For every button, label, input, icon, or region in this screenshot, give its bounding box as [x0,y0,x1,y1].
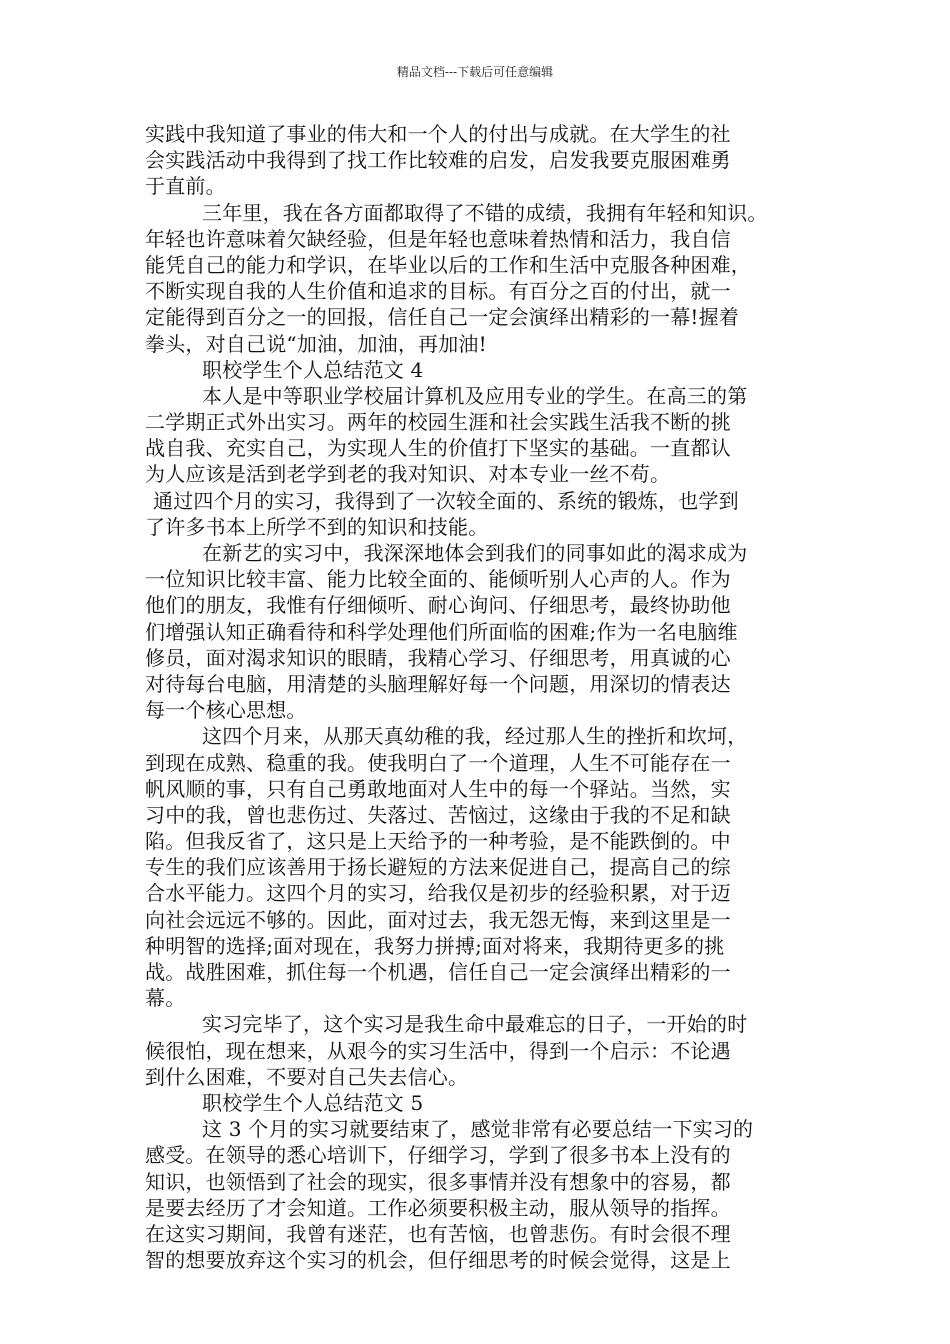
text-line: 年轻也许意味着欠缺经验，但是年轻也意味着热情和活力，我自信 [145,226,731,251]
text-line: 每一个核心思想。 [145,698,307,723]
text-line: 实践中我知道了事业的伟大和一个人的付出与成就。在大学生的社 [145,122,731,146]
text-line: 三年里，我在各方面都取得了不错的成绩，我拥有年轻和知识。 [202,200,768,225]
text-line: 他们的朋友，我惟有仔细倾听、耐心询问、仔细思考，最终协助他 [145,593,731,618]
text-line: 候很怕，现在想来，从艰今的实习生活中，得到一个启示：不论遇 [145,1038,731,1063]
text-line: 这四个月来，从那天真幼稚的我，经过那人生的挫折和坎坷， [202,724,748,749]
text-line: 这 3 个月的实习就要结束了，感觉非常有必要总结一下实习的 [202,1117,754,1142]
text-line: 专生的我们应该善用于扬长避短的方法来促进自己，提高自己的综 [145,855,731,880]
text-line: 能凭自己的能力和学识，在毕业以后的工作和生活中克服各种困难， [145,252,751,277]
text-line: 到什么困难，不要对自己失去信心。 [145,1064,469,1089]
text-line: 在新艺的实习中，我深深地体会到我们的同事如此的渴求成为 [202,541,748,565]
text-line: 智的想要放弃这个实习的机会，但仔细思考的时候会觉得，这是上 [145,1248,731,1273]
text-line: 习中的我，曾也悲伤过、失落过、苦恼过，这缘由于我的不足和缺 [145,802,731,827]
text-line: 职校学生个人总结范文 4 [202,357,424,382]
text-line: 修员，面对渴求知识的眼睛，我精心学习、仔细思考，用真诚的心 [145,645,731,670]
text-line: 陷。但我反省了，这只是上天给予的一种考验，是不能跌倒的。中 [145,829,731,854]
text-line: 感受。在领导的悉心培训下，仔细学习，学到了很多书本上没有的 [145,1143,731,1168]
text-line: 职校学生个人总结范文 5 [202,1090,424,1115]
text-line: 通过四个月的实习，我得到了一次较全面的、系统的锻炼，也学到 [153,488,739,513]
text-line: 不断实现自我的人生价值和追求的目标。有百分之百的付出，就一 [145,279,731,304]
text-line: 们增强认知正确看待和科学处理他们所面临的困难;作为一名电脑维 [145,619,738,644]
text-line: 实习完毕了，这个实习是我生命中最难忘的日子，一开始的时 [202,1012,748,1037]
text-line: 拳头，对自己说“加油，加油，再加油! [145,331,487,356]
text-line: 在这实习期间，我曾有迷茫，也有苦恼，也曾悲伤。有时会很不理 [145,1221,731,1246]
text-line: 二学期正式外出实习。两年的校园生涯和社会实践生活我不断的挑 [145,410,731,435]
text-line: 为人应该是活到老学到老的我对知识、对本专业一丝不苟。 [145,462,671,487]
text-line: 战。战胜困难，抓住每一个机遇，信任自己一定会演绎出精彩的一 [145,960,731,984]
text-line: 于直前。 [145,174,226,199]
text-line: 了许多书本上所学不到的知识和技能。 [145,514,489,539]
text-line: 定能得到百分之一的回报，信任自己一定会演绎出精彩的一幕!握着 [145,305,740,330]
text-line: 对待每台电脑，用清楚的头脑理解好每一个问题，用深切的情表达 [145,671,731,696]
text-line: 向社会远远不够的。因此，面对过去，我无怨无悔，来到这里是一 [145,907,731,932]
text-line: 一位知识比较丰富、能力比较全面的、能倾听别人心声的人。作为 [145,567,731,592]
text-line: 幕。 [145,986,186,1011]
page-header: 精品文档---下载后可任意编辑 [396,65,554,79]
text-line: 种明智的选择;面对现在，我努力拼搏;面对将来，我期待更多的挑 [145,933,725,958]
text-line: 帆风顺的事，只有自己勇敢地面对人生中的每一个驿站。当然，实 [145,776,731,801]
text-line: 到现在成熟、稳重的我。使我明白了一个道理，人生不可能存在一 [145,750,731,775]
text-line: 合水平能力。这四个月的实习，给我仅是初步的经验积累，对于迈 [145,881,731,906]
text-line: 是要去经历了才会知道。工作必须要积极主动，服从领导的指挥。 [145,1195,731,1220]
text-line: 知识，也领悟到了社会的现实，很多事情并没有想象中的容易，都 [145,1169,731,1194]
text-line: 会实践活动中我得到了找工作比较难的启发，启发我要克服困难勇 [145,148,731,173]
text-line: 战自我、充实自己，为实现人生的价值打下坚实的基础。一直都认 [145,436,731,461]
document-body [145,121,805,1273]
text-line: 本人是中等职业学校届计算机及应用专业的学生。在高三的第 [202,383,748,408]
